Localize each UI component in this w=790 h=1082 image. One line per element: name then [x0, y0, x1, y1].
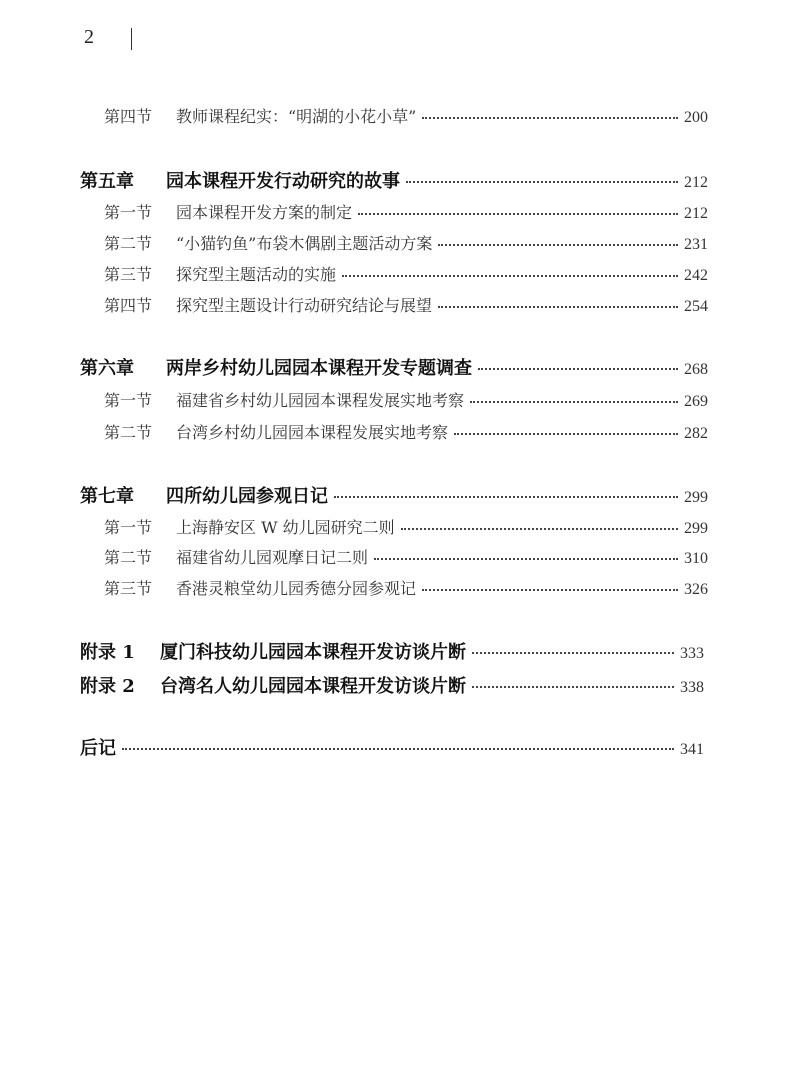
- page-ref: 242: [684, 267, 708, 284]
- dot-leader: [472, 686, 674, 688]
- section-title: 香港灵粮堂幼儿园秀德分园参观记: [176, 579, 417, 598]
- toc-entry-ch6-sec2[interactable]: [104, 420, 708, 443]
- dot-leader: [472, 652, 674, 654]
- toc-entry-ch5-sec2[interactable]: [104, 231, 708, 254]
- toc-entry-appendix2[interactable]: [80, 672, 704, 698]
- section-label: 第四节: [104, 296, 153, 315]
- section-title: 台湾乡村幼儿园园本课程发展实地考察: [176, 423, 449, 442]
- toc-entry-ch5-sec4[interactable]: [104, 293, 708, 316]
- dot-leader: [470, 401, 678, 403]
- page-ref: 212: [684, 174, 708, 191]
- page-number: 2: [84, 26, 94, 48]
- toc-entry-appendix1[interactable]: [80, 638, 704, 664]
- page-ref: 268: [684, 361, 708, 378]
- toc-entry-ch7-sec1[interactable]: [104, 515, 708, 538]
- page-ref: 254: [684, 298, 708, 315]
- dot-leader: [122, 748, 674, 750]
- dot-leader: [334, 496, 678, 498]
- toc-entry-chapter5[interactable]: [80, 167, 708, 193]
- section-label: 第一节: [104, 518, 153, 537]
- appendix-title: 台湾名人幼儿园园本课程开发访谈片断: [160, 676, 466, 697]
- dot-leader: [478, 368, 678, 370]
- page-ref: 341: [680, 741, 704, 758]
- page-ref: 333: [680, 645, 704, 662]
- chapter-title: 园本课程开发行动研究的故事: [166, 171, 400, 192]
- page-ref: 212: [684, 205, 708, 222]
- page-ref: 200: [684, 109, 708, 126]
- page-ref: 310: [684, 550, 708, 567]
- section-label: 第三节: [104, 579, 153, 598]
- toc-entry-chapter6[interactable]: [80, 354, 708, 380]
- section-label: 第二节: [104, 234, 153, 253]
- toc-entry-ch5-sec1[interactable]: [104, 200, 708, 223]
- dot-leader: [438, 306, 678, 308]
- page-ref: 269: [684, 393, 708, 410]
- page-ref: 282: [684, 425, 708, 442]
- section-title: 教师课程纪实：“明湖的小花小草”: [176, 107, 417, 126]
- chapter-title: 四所幼儿园参观日记: [166, 486, 328, 507]
- toc-entry-afterword[interactable]: [80, 734, 704, 760]
- chapter-label: 第七章: [80, 486, 134, 507]
- section-label: 第四节: [104, 107, 153, 126]
- toc-entry-chapter7[interactable]: [80, 482, 708, 508]
- section-title: 园本课程开发方案的制定: [176, 203, 353, 222]
- dot-leader: [438, 244, 678, 246]
- section-title: 福建省乡村幼儿园园本课程发展实地考察: [176, 391, 465, 410]
- dot-leader: [358, 213, 678, 215]
- chapter-title: 两岸乡村幼儿园园本课程开发专题调查: [166, 358, 472, 379]
- toc-entry-ch7-sec2[interactable]: [104, 545, 708, 568]
- toc-entry-ch4-sec4[interactable]: [104, 104, 708, 127]
- dot-leader: [422, 589, 678, 591]
- toc-entry-ch6-sec1[interactable]: [104, 388, 708, 411]
- toc-entry-ch7-sec3[interactable]: [104, 576, 708, 599]
- section-title: 福建省幼儿园观摩日记二则: [176, 548, 369, 567]
- page-ref: 326: [684, 581, 708, 598]
- dot-leader: [401, 528, 678, 530]
- dot-leader: [454, 433, 678, 435]
- toc-entry-ch5-sec3[interactable]: [104, 262, 708, 285]
- section-title: “小猫钓鱼”布袋木偶剧主题活动方案: [176, 234, 433, 253]
- section-label: 第一节: [104, 203, 153, 222]
- section-title: 探究型主题设计行动研究结论与展望: [176, 296, 433, 315]
- dot-leader: [406, 181, 678, 183]
- section-label: 第二节: [104, 423, 153, 442]
- dot-leader: [374, 558, 678, 560]
- page-ref: 338: [680, 679, 704, 696]
- dot-leader: [422, 117, 678, 119]
- section-label: 第三节: [104, 265, 153, 284]
- appendix-label: 附录 2: [80, 676, 135, 697]
- chapter-label: 第五章: [80, 171, 134, 192]
- appendix-title: 厦门科技幼儿园园本课程开发访谈片断: [160, 642, 466, 663]
- chapter-label: 第六章: [80, 358, 134, 379]
- section-title: 探究型主题活动的实施: [176, 265, 337, 284]
- page-ref: 299: [684, 489, 708, 506]
- afterword-label: 后记: [80, 738, 116, 759]
- section-label: 第一节: [104, 391, 153, 410]
- dot-leader: [342, 275, 678, 277]
- page-ref: 231: [684, 236, 708, 253]
- section-title: 上海静安区 W 幼儿园研究二则: [176, 518, 395, 537]
- page-ref: 299: [684, 520, 708, 537]
- appendix-label: 附录 1: [80, 642, 135, 663]
- section-label: 第二节: [104, 548, 153, 567]
